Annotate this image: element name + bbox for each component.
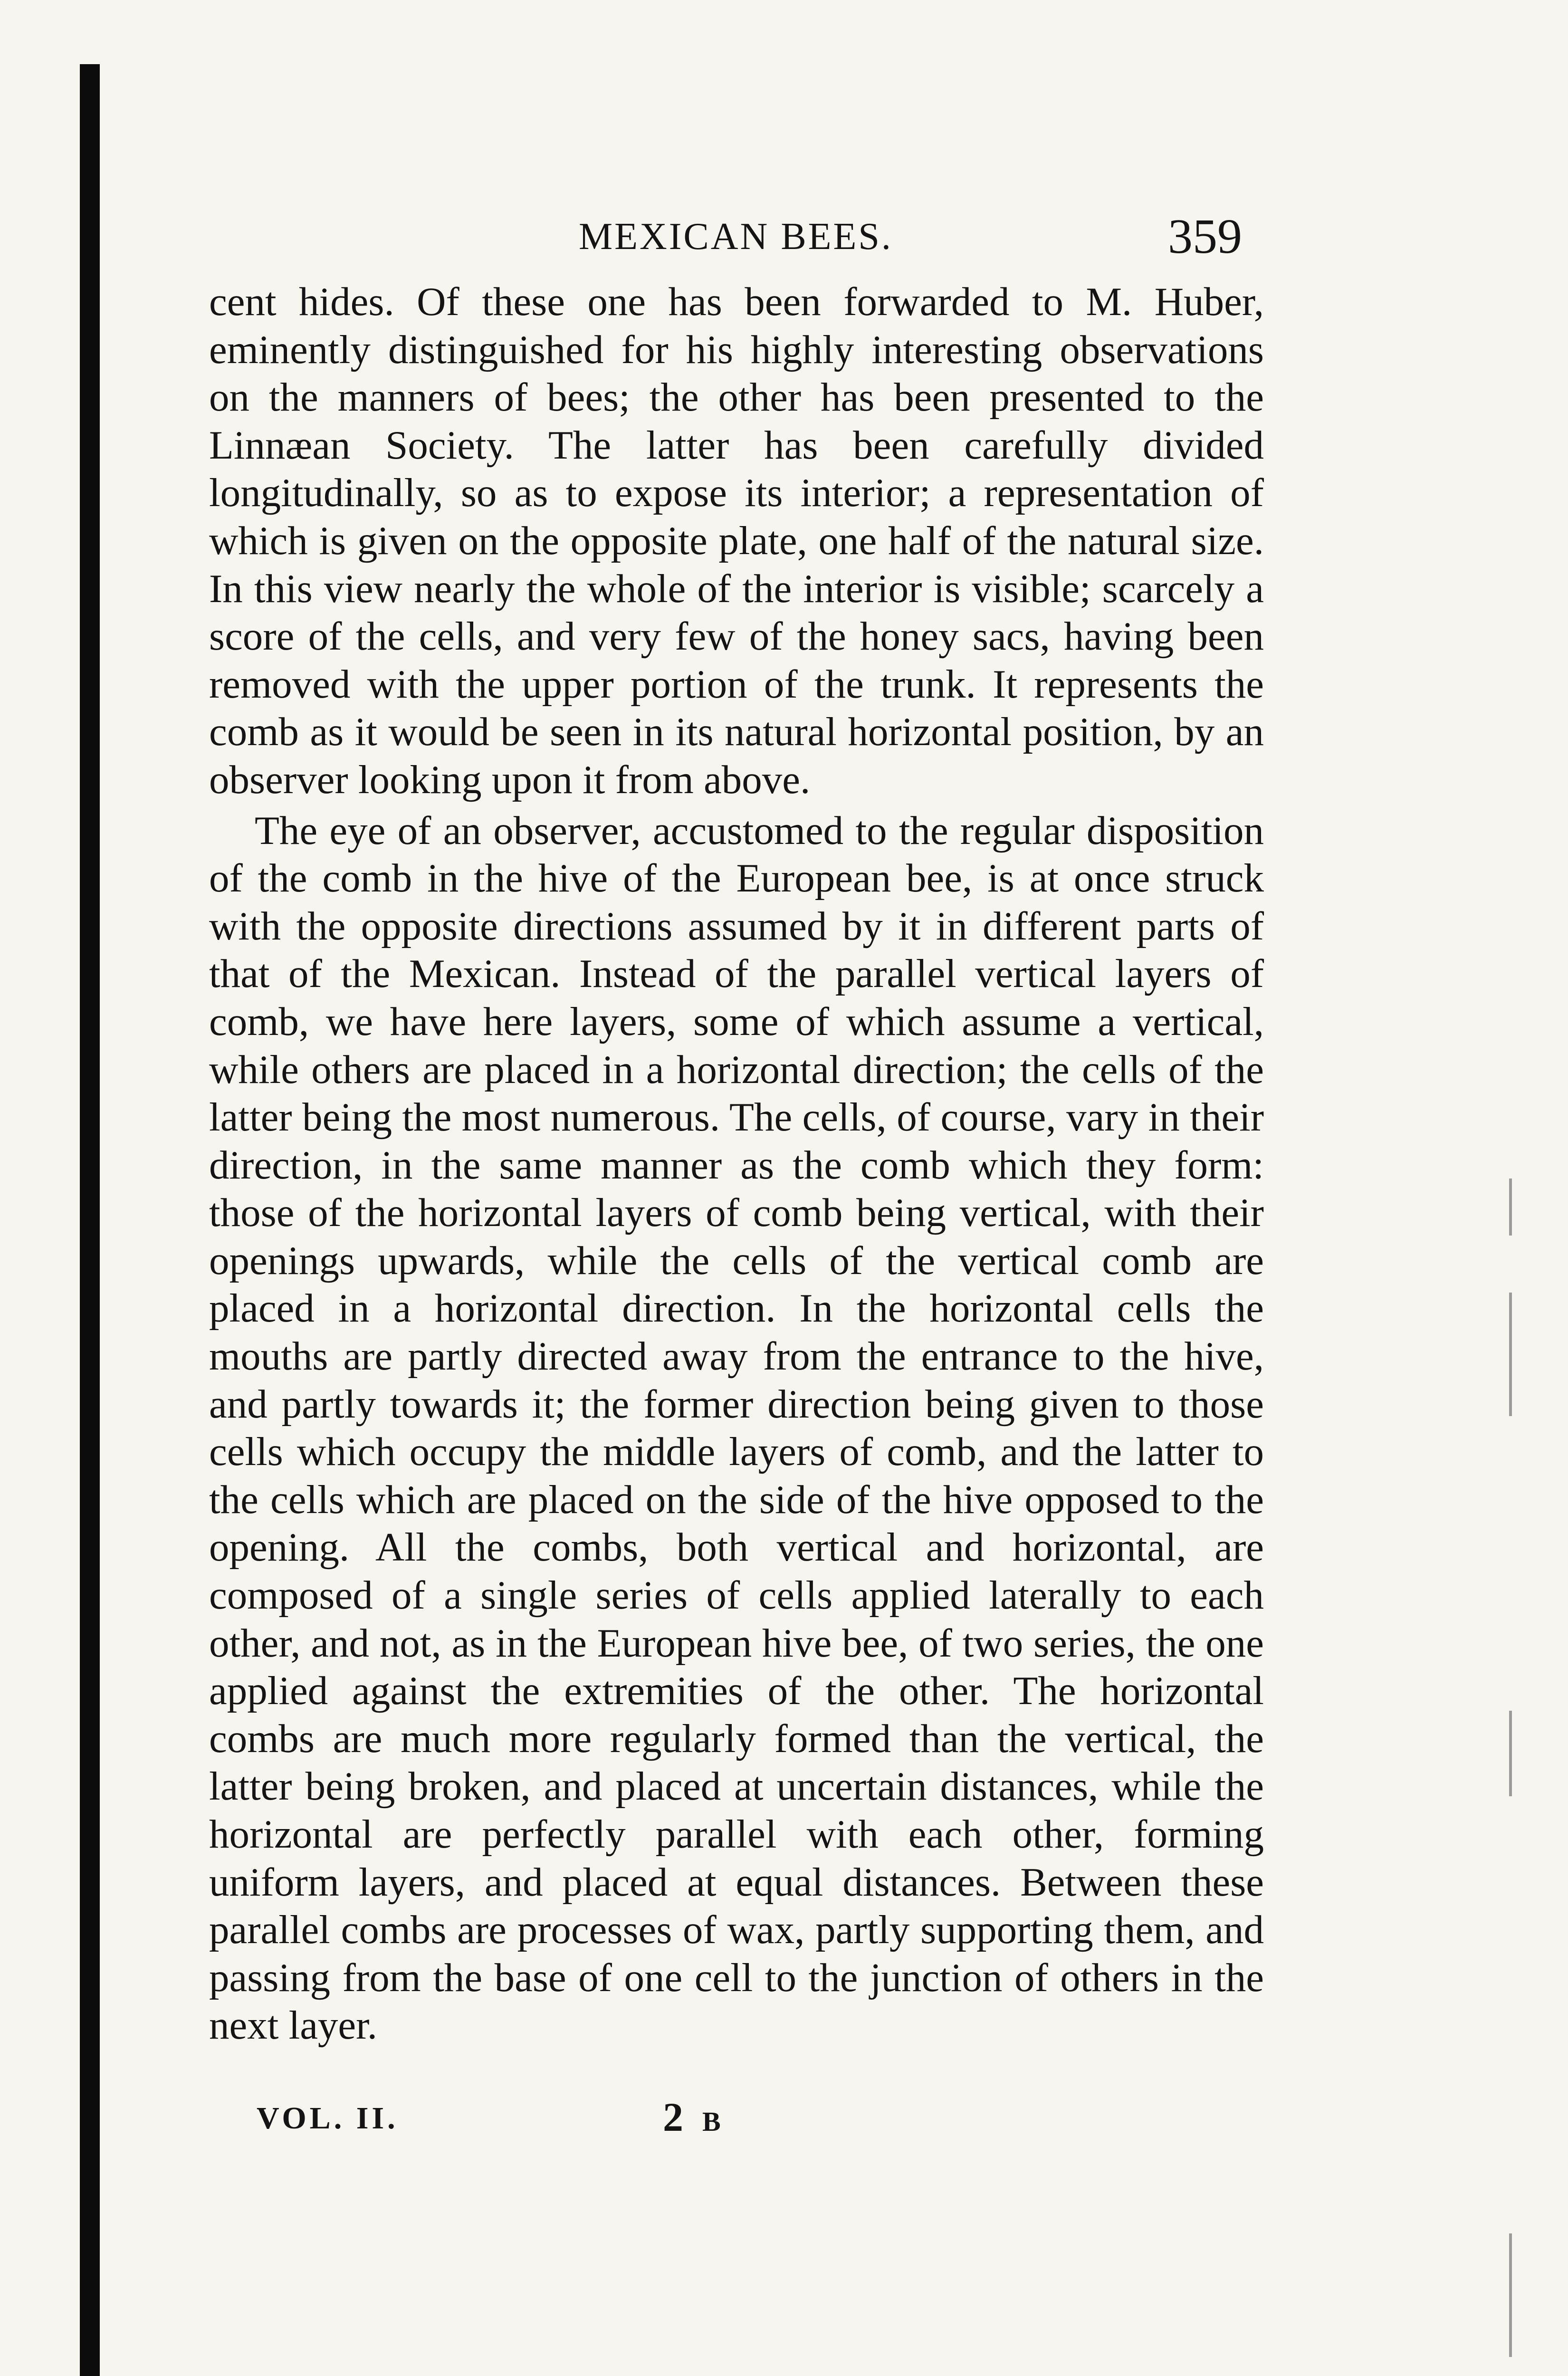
running-head: MEXICAN BEES. — [579, 216, 893, 258]
volume-signature: VOL. II. — [257, 2101, 399, 2136]
gathering-number: 2 — [663, 2094, 683, 2140]
binding-edge — [80, 64, 100, 2376]
edge-mark — [1509, 1178, 1512, 1236]
edge-mark — [1509, 1711, 1512, 1796]
gathering-mark — [663, 2094, 721, 2140]
edge-mark — [1509, 1293, 1512, 1416]
edge-mark — [1509, 2233, 1512, 2357]
paragraph: The eye of an observer, accustomed to the regular disposition of the comb in the hive of the European bee, is at once struck with the opposite directions assumed by it in different parts of that of the Mexican. Instead of the parallel vertical layers of comb, we have here layers, some of which assume a vertical, while others are placed in a horizontal direction; the cells of the latter being the most numerous. The cells, of course, vary in their direction, in the same manner as the comb which they form: those of the horizontal layers of comb being vertical, with their openings upwards, while the cells of the vertical comb are placed in a horizontal direction. In the horizontal cells the mouths are partly directed away from the entrance to the hive, and partly towards it; the former direction being given to those cells which occupy the middle layers of comb, and the latter to the cells which are placed on the side of the hive opposed to the opening. All the combs, both vertical and horizontal, are composed of a single series of cells applied laterally to each other, and not, as in the European hive bee, of two series, the one applied against the extremities of the other. The horizontal combs are much more regularly formed than the vertical, the latter being broken, and placed at uncertain distances, while the horizontal are perfectly parallel with each other, forming uniform layers, and placed at equal distances. Between these parallel combs are processes of wax, partly supporting them, and passing from the base of one cell to the junction of others in the next layer. — [209, 808, 1264, 2048]
paragraph: cent hides. Of these one has been forwarded to M. Huber, eminently distinguished for his highly interesting observations on the manners of bees; the other has been presented to the Linnæan Society. The latter has been carefully divided longitudinally, so as to expose its interior; a representation of which is given on the opposite plate, one half of the natural size. In this view nearly the whole of the interior is visible; scarcely a score of the cells, and very few of the honey sacs, having been removed with the upper portion of the trunk. It represents the comb as it would be seen in its natural horizontal position, by an observer looking upon it from above. — [209, 279, 1264, 802]
gathering-letter: B — [702, 2106, 721, 2137]
page-number: 359 — [1168, 209, 1242, 264]
body-text — [209, 278, 1264, 2050]
